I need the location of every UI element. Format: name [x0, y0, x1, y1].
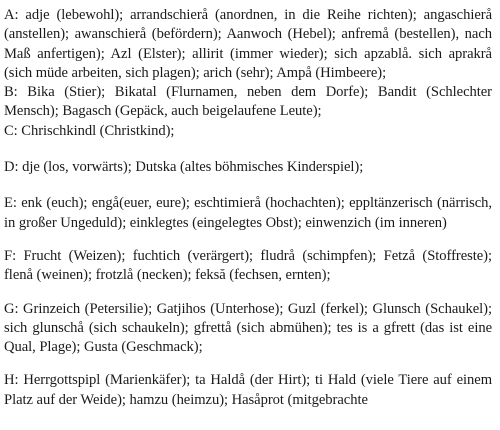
- section-g: G: Grinzeich (Petersilie); Gatjihos (Unterhose); Guzl (ferkel); Glunsch (Schaukel); sich glunschå (sich schaukeln); gfrettå (sich abmühen); tes is a gfrett (das ist eine Qual, Plage); Gusta (Geschmack);: [4, 300, 492, 356]
- section-e: E: enk (euch); engå(euer, eure); eschtimierå (hochachten); eppltänzerisch (närrisch, in großer Ungeduld); einklegtes (eingelegtes Obst); einwenzich (im inneren): [4, 195, 492, 231]
- paragraph-gap: [4, 233, 492, 247]
- paragraph-gap: [4, 141, 492, 158]
- section-d: D: dje (los, vorwärts); Dutska (altes böhmisches Kinderspiel);: [4, 159, 364, 176]
- section-b: B: Bika (Stier); Bikatal (Flurnamen, neben dem Dorfe); Bandit (Schlechter Mensch); Bagasch (Gepäck, auch beigelaufene Leute);: [4, 84, 492, 120]
- document-page: [4, 6, 492, 410]
- section-h: H: Herrgottspipl (Marienkäfer); ta Haldå (der Hirt); ti Hald (viele Tiere auf einem Platz auf der Weide); hamzu (heimzu); Hasåprot (mitgebrachte: [4, 372, 492, 408]
- paragraph-gap: [4, 357, 492, 371]
- section-a: A: adje (lebewohl); arrandschierå (anordnen, in die Reihe richten); angaschierå (anstellen); awanschierå (befördern); Aanwoch (Hebel); anfremå (bestellen), nach Maß anfertigen); Azl (Elster); allirit (immer wieder); sich apzablå. sich aprakrå (sich müde arbeiten, sich plagen); arich (sehr); Ampå (Himbeere);: [4, 7, 492, 81]
- paragraph-gap: [4, 286, 492, 300]
- section-f: F: Frucht (Weizen); fuchtich (verärgert); fludrå (schimpfen); Fetzå (Stoffreste); flenå (weinen); frotzlå (necken); feksă (fechsen, ernten);: [4, 247, 492, 284]
- section-c: C: Chrischkindl (Christkind);: [4, 122, 175, 139]
- paragraph-gap: [4, 177, 492, 194]
